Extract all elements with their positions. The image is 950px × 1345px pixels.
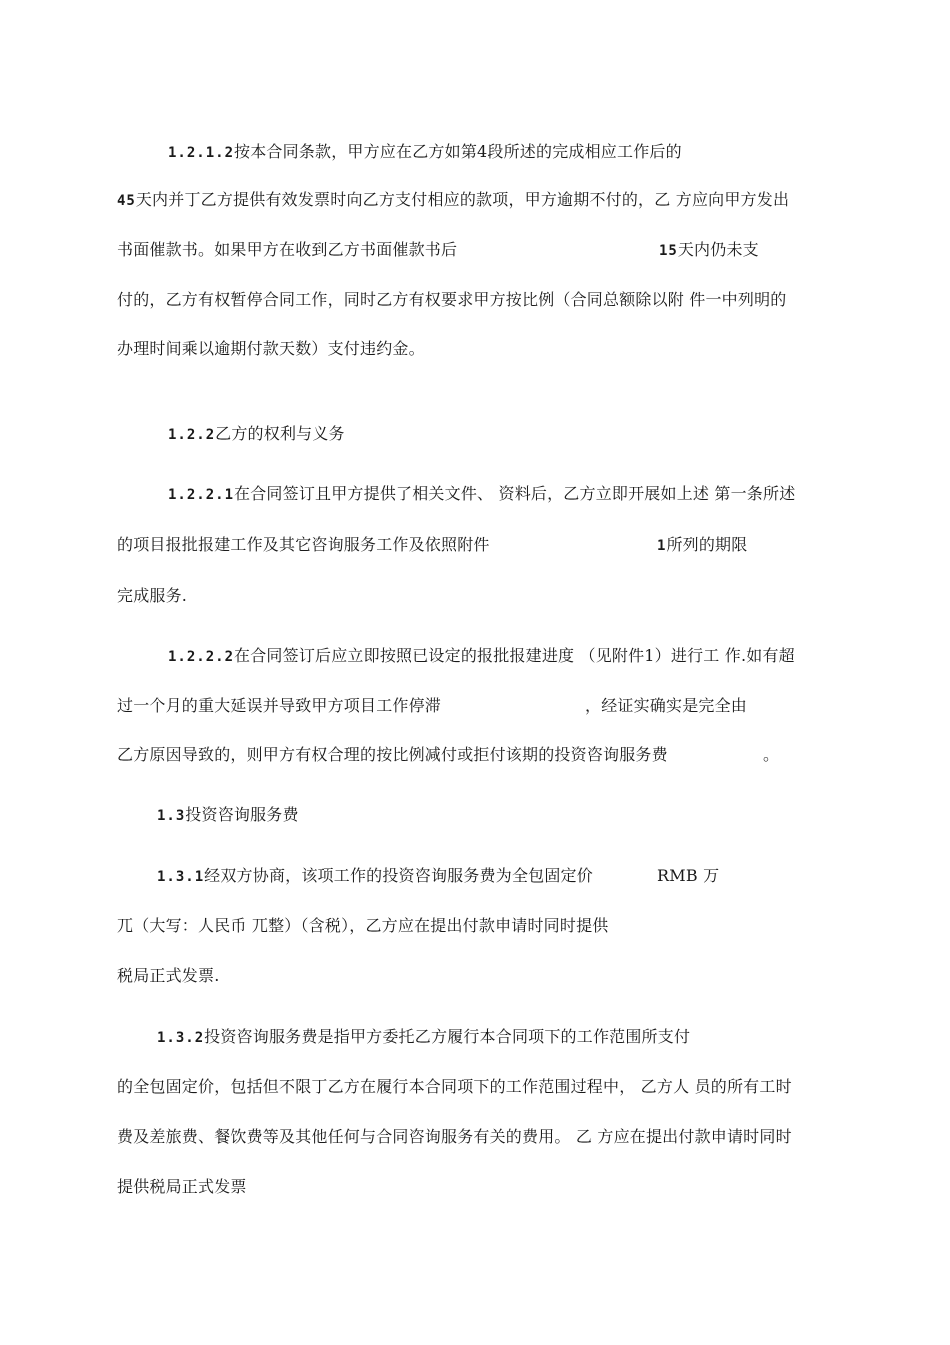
clause-1-2-2-2-line-2 (117, 696, 817, 716)
clause-text: 经双方协商，该项工作的投资咨询服务费为全包固定价 (204, 866, 593, 885)
clause-text: 的项目报批报建工作及其它咨询服务工作及依照附件 (117, 535, 490, 554)
clause-text: 天内并丁乙方提供有效发票时向乙方支付相应的款项，甲方逾期不付的，乙 方应向甲方发出 (135, 190, 790, 209)
clause-text: 乙方原因导致的，则甲方有权合理的按比例减付或拒付该期的投资咨询服务费 (117, 745, 668, 764)
clause-text: 过一个月的重大延误并导致甲方项目工作停滞 (117, 696, 442, 715)
section-title: 投资咨询服务费 (185, 805, 299, 824)
clause-text: 按本合同条款，甲方应在乙方如第4段所述的完成相应工作后的 (234, 142, 682, 161)
clause-number: 1.2.2.1 (168, 487, 235, 503)
currency-amount: RMB 万 (657, 866, 720, 885)
clause-text-tail (657, 535, 747, 556)
clause-number: 1.3.1 (157, 869, 205, 885)
clause-1-2-1-2-line-4: 付的，乙方有权暂停合同工作，同时乙方有权要求甲方按比例（合同总额除以附 件一中列明的 (117, 290, 787, 309)
clause-1-2-2-1-line-3: 完成服务. (117, 586, 188, 605)
clause-1-2-1-2-line-3 (117, 240, 817, 260)
clause-1-3-2-line-3: 费及差旅费、餐饮费等及其他任何与合同咨询服务有关的费用。 乙 方应在提出付款申请时同时 (117, 1127, 792, 1146)
clause-1-3-2-line-4: 提供税局正式发票 (117, 1177, 247, 1196)
clause-text: 天内仍未支 (677, 240, 759, 259)
clause-text: 所列的期限 (666, 535, 748, 554)
clause-1-2-2-1-line-1 (168, 484, 795, 505)
section-number: 1.2.2 (168, 427, 216, 443)
clause-text (157, 866, 593, 887)
clause-1-2-1-2-line-1 (168, 142, 682, 163)
clause-text: 在合同签订且甲方提供了相关文件、 资料后，乙方立即开展如上述 第一条所述 (234, 484, 796, 503)
clause-1-2-1-2-line-5: 办理时间乘以逾期付款天数）支付违约金。 (117, 339, 425, 358)
clause-1-2-1-2-line-2 (117, 190, 789, 211)
clause-text: 投资咨询服务费是指甲方委托乙方履行本合同项下的工作范围所支付 (204, 1027, 691, 1046)
clause-number: 1.2.1.2 (168, 145, 235, 161)
section-number: 1.3 (157, 808, 186, 824)
clause-1-3-1-line-1 (157, 866, 757, 886)
clause-text-tail (659, 240, 759, 261)
clause-number: 1.3.2 (157, 1030, 205, 1046)
inline-number: 1 (657, 538, 667, 554)
clause-number: 1.2.2.2 (168, 649, 235, 665)
clause-1-2-2-2-line-3 (117, 745, 817, 765)
section-heading-1-3 (157, 805, 299, 826)
clause-1-2-2-1-line-2 (117, 535, 817, 555)
clause-text: ，经证实确实是完全由 (585, 696, 748, 715)
clause-1-3-2-line-2: 的全包固定价，包括但不限丁乙方在履行本合同项下的工作范围过程中， 乙方人 员的所有工时 (117, 1077, 792, 1096)
inline-number: 45 (117, 193, 136, 209)
section-title: 乙方的权利与义务 (215, 424, 345, 443)
clause-1-3-2-line-1 (157, 1027, 690, 1048)
clause-1-2-2-2-line-1 (168, 646, 795, 667)
section-heading-1-2-2 (168, 424, 345, 445)
clause-text: 书面催款书。如果甲方在收到乙方书面催款书后 (117, 240, 458, 259)
clause-end-mark: 。 (763, 745, 780, 764)
clause-1-3-1-line-3: 税局正式发票. (117, 966, 220, 985)
clause-text: 在合同签订后应立即按照已设定的报批报建进度 （见附件1）进行工 作.如有超 (234, 646, 795, 665)
clause-1-3-1-line-2: 兀（大写：人民币 兀整）（含税），乙方应在提出付款申请时同时提供 (117, 916, 609, 935)
inline-number: 15 (659, 243, 678, 259)
